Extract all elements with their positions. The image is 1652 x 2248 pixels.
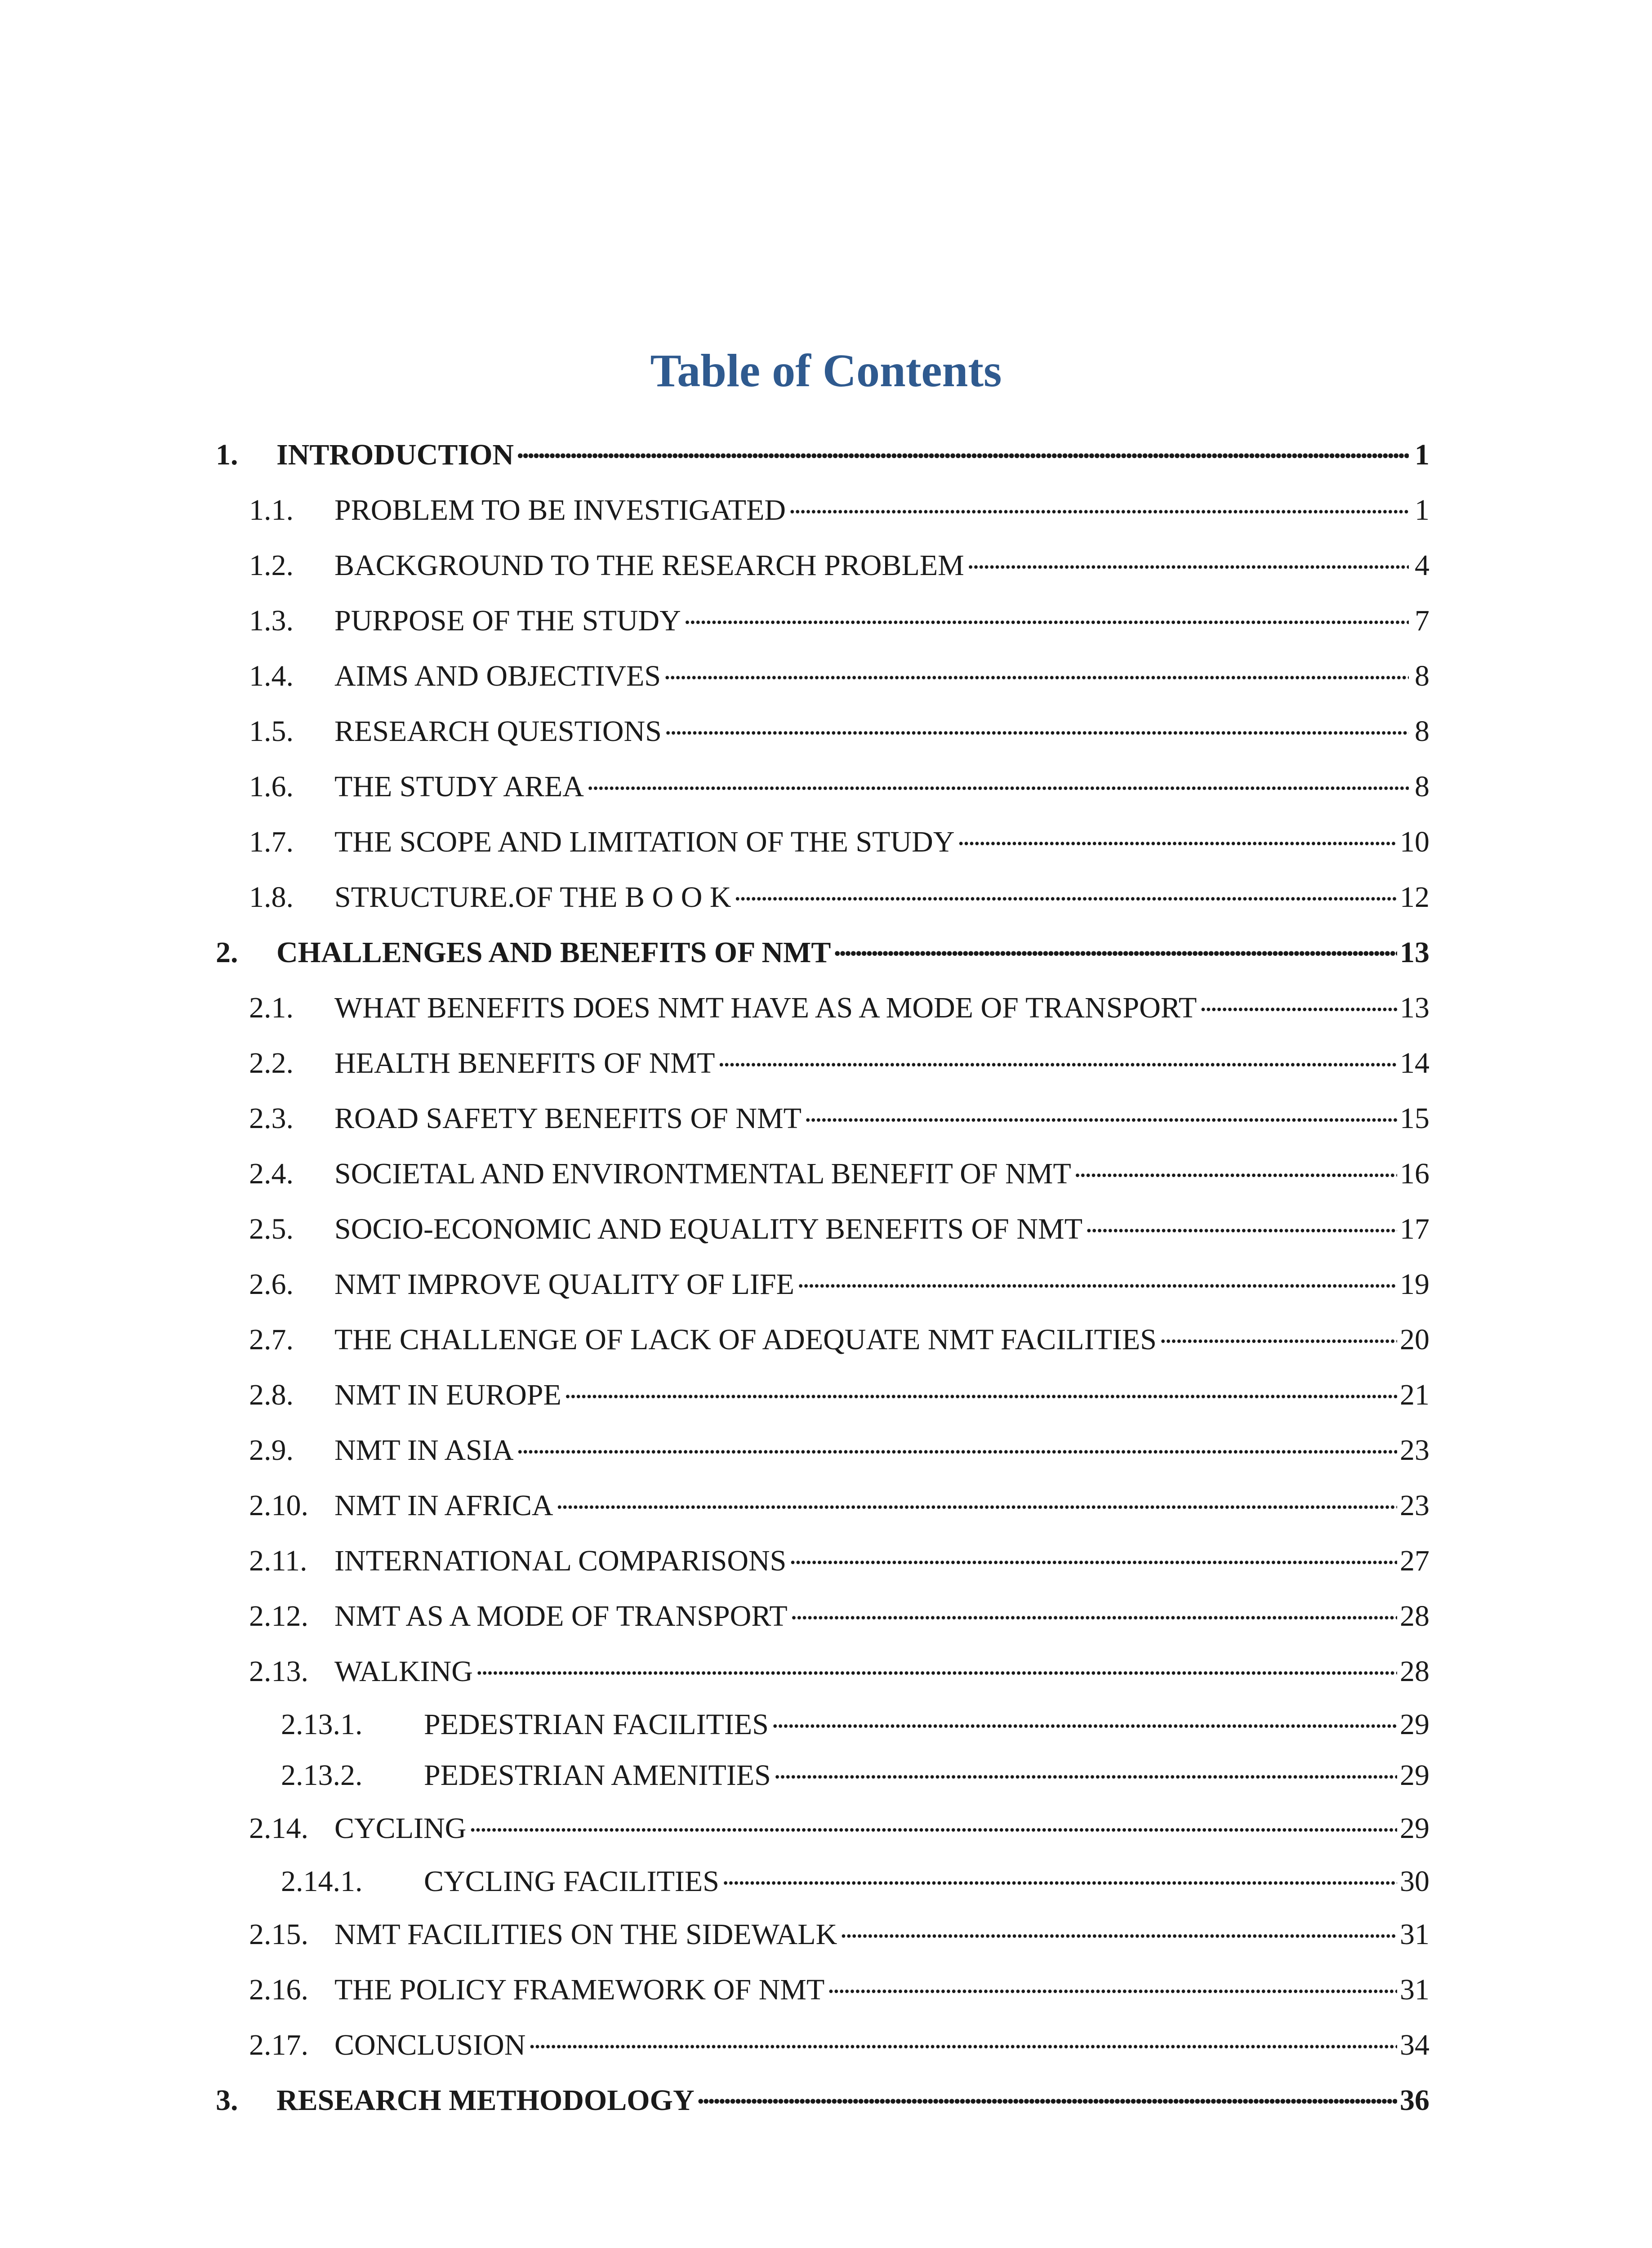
toc-section-entry[interactable] [216, 1312, 1429, 1367]
toc-page-number: 29 [1400, 1812, 1429, 1845]
toc-entry-number: 2. [216, 936, 238, 969]
toc-page-number: 8 [1415, 715, 1429, 748]
toc-page-number: 23 [1400, 1489, 1429, 1522]
toc-section-entry[interactable] [216, 1423, 1429, 1478]
toc-page-number: 4 [1415, 549, 1429, 582]
toc-section-entry[interactable] [216, 1201, 1429, 1257]
toc-entry-label: PEDESTRIAN AMENITIES [424, 1759, 771, 1792]
toc-dot-leader [664, 711, 1409, 741]
toc-page-number: 23 [1400, 1434, 1429, 1467]
toc-entry-number: 1.7. [249, 825, 294, 858]
toc-entry-label: CYCLING [334, 1812, 467, 1845]
toc-entry-number: 2.14. [249, 1812, 308, 1845]
toc-section-entry[interactable] [216, 1962, 1429, 2017]
toc-dot-leader [833, 932, 1397, 962]
toc-dot-leader [967, 545, 1409, 575]
toc-dot-leader [804, 1098, 1397, 1128]
toc-entry-number: 2.13.2. [281, 1759, 363, 1792]
toc-entry-number: 2.4. [249, 1157, 294, 1190]
toc-dot-leader [734, 877, 1397, 907]
toc-dot-leader [469, 1808, 1397, 1838]
toc-page-number: 12 [1400, 881, 1429, 914]
toc-entry-label: THE SCOPE AND LIMITATION OF THE STUDY [334, 825, 955, 858]
toc-dot-leader [517, 435, 1409, 464]
toc-entry-label: THE CHALLENGE OF LACK OF ADEQUATE NMT FACILITIES [334, 1323, 1157, 1356]
toc-dot-leader [476, 1651, 1397, 1681]
toc-dot-leader [840, 1914, 1397, 1944]
toc-dot-leader [1159, 1320, 1397, 1349]
toc-dot-leader [774, 1755, 1397, 1785]
toc-dot-leader [827, 1970, 1397, 1999]
toc-entry-label: WALKING [334, 1655, 473, 1688]
toc-dot-leader [957, 822, 1398, 852]
toc-section-entry[interactable] [216, 538, 1429, 593]
toc-section-entry[interactable] [216, 704, 1429, 759]
toc-entry-number: 2.13. [249, 1655, 308, 1688]
toc-page-number: 8 [1415, 660, 1429, 692]
toc-entry-label: NMT FACILITIES ON THE SIDEWALK [334, 1918, 837, 1951]
toc-entry-number: 2.16. [249, 1973, 308, 2006]
toc-section-entry[interactable] [216, 1091, 1429, 1146]
toc-entry-number: 2.10. [249, 1489, 308, 1522]
toc-entry-label: ROAD SAFETY BENEFITS OF NMT [334, 1102, 802, 1135]
toc-dot-leader [722, 1861, 1397, 1891]
toc-section-entry[interactable] [216, 1907, 1429, 1962]
toc-section-entry[interactable] [216, 759, 1429, 814]
toc-dot-leader [516, 1430, 1397, 1460]
toc-section-entry[interactable] [216, 1533, 1429, 1588]
toc-entry-number: 2.17. [249, 2029, 308, 2061]
toc-entry-label: HEALTH BENEFITS OF NMT [334, 1047, 715, 1079]
toc-section-entry[interactable] [216, 648, 1429, 704]
toc-page-number: 34 [1400, 2029, 1429, 2061]
toc-entry-number: 2.1. [249, 991, 294, 1024]
toc-dot-leader [797, 1264, 1397, 1294]
toc-dot-leader [1074, 1154, 1397, 1183]
toc-chapter-entry[interactable] [216, 427, 1429, 482]
toc-page-number: 13 [1400, 991, 1429, 1024]
toc-entry-number: 1.6. [249, 770, 294, 803]
toc-chapter-entry[interactable] [216, 925, 1429, 980]
toc-entry-number: 2.12. [249, 1600, 308, 1632]
toc-entry-label: CONCLUSION [334, 2029, 526, 2061]
toc-entry-label: INTERNATIONAL COMPARISONS [334, 1544, 787, 1577]
toc-section-entry[interactable] [216, 1478, 1429, 1533]
toc-dot-leader [663, 656, 1409, 686]
toc-subsection-entry[interactable] [216, 1750, 1429, 1801]
toc-entry-number: 3. [216, 2084, 238, 2117]
toc-entry-number: 2.13.1. [281, 1708, 363, 1741]
toc-entry-label: PURPOSE OF THE STUDY [334, 604, 681, 637]
toc-entry-label: BACKGROUND TO THE RESEARCH PROBLEM [334, 549, 964, 582]
toc-entry-number: 1.4. [249, 660, 294, 692]
toc-entry-number: 2.14.1. [281, 1865, 363, 1898]
toc-dot-leader [717, 1043, 1397, 1073]
toc-section-entry[interactable] [216, 593, 1429, 648]
toc-dot-leader [789, 1541, 1397, 1570]
toc-page-number: 17 [1400, 1213, 1429, 1245]
toc-section-entry[interactable] [216, 1257, 1429, 1312]
toc-dot-leader [684, 601, 1409, 630]
toc-entry-number: 2.6. [249, 1268, 294, 1301]
toc-entry-label: WHAT BENEFITS DOES NMT HAVE AS A MODE OF TRANSPORT [334, 991, 1197, 1024]
toc-dot-leader [788, 490, 1409, 520]
toc-section-entry[interactable] [216, 980, 1429, 1035]
toc-section-entry[interactable] [216, 1367, 1429, 1423]
toc-entry-number: 1.8. [249, 881, 294, 914]
toc-page-number: 1 [1415, 494, 1429, 526]
toc-entry-number: 1.3. [249, 604, 294, 637]
toc-entry-label: RESEARCH QUESTIONS [334, 715, 662, 748]
toc-page-number: 21 [1400, 1378, 1429, 1411]
toc-entry-label: NMT IMPROVE QUALITY OF LIFE [334, 1268, 794, 1301]
toc-page-number: 28 [1400, 1655, 1429, 1688]
toc-entry-label: THE STUDY AREA [334, 770, 584, 803]
toc-entry-label: NMT IN AFRICA [334, 1489, 553, 1522]
toc-section-entry[interactable] [216, 1644, 1429, 1699]
toc-entry-label: STRUCTURE.OF THE B O O K [334, 881, 731, 914]
toc-page-number: 13 [1400, 936, 1429, 969]
toc-section-entry[interactable] [216, 1801, 1429, 1856]
toc-entry-number: 1.2. [249, 549, 294, 582]
toc-dot-leader [556, 1485, 1397, 1515]
toc-entry-number: 2.15. [249, 1918, 308, 1951]
toc-dot-leader [1085, 1209, 1397, 1239]
toc-dot-leader [587, 767, 1409, 796]
toc-entry-number: 2.9. [249, 1434, 294, 1467]
toc-entry-number: 2.8. [249, 1378, 294, 1411]
toc-page-number: 15 [1400, 1102, 1429, 1135]
toc-page-number: 31 [1400, 1918, 1429, 1951]
toc-page-number: 20 [1400, 1323, 1429, 1356]
toc-page-number: 1 [1415, 438, 1429, 471]
toc-page-number: 36 [1400, 2084, 1429, 2117]
toc-chapter-entry[interactable] [216, 2073, 1429, 2128]
toc-page-number: 28 [1400, 1600, 1429, 1632]
toc-entry-number: 2.3. [249, 1102, 294, 1135]
toc-entry-label: CHALLENGES AND BENEFITS OF NMT [276, 936, 831, 969]
toc-page-number: 8 [1415, 770, 1429, 803]
toc-dot-leader [790, 1596, 1397, 1626]
toc-entry-label: AIMS AND OBJECTIVES [334, 660, 661, 692]
toc-section-entry[interactable] [216, 870, 1429, 925]
toc-entry-label: CYCLING FACILITIES [424, 1865, 719, 1898]
toc-section-entry[interactable] [216, 2017, 1429, 2073]
toc-entry-label: NMT IN EUROPE [334, 1378, 561, 1411]
toc-page-number: 16 [1400, 1157, 1429, 1190]
table-of-contents [216, 427, 1429, 2128]
toc-entry-number: 1.1. [249, 494, 294, 526]
toc-entry-label: PROBLEM TO BE INVESTIGATED [334, 494, 786, 526]
toc-entry-label: INTRODUCTION [276, 438, 514, 471]
toc-page-number: 14 [1400, 1047, 1429, 1079]
toc-section-entry[interactable] [216, 482, 1429, 538]
toc-page-number: 7 [1415, 604, 1429, 637]
toc-entry-label: NMT AS A MODE OF TRANSPORT [334, 1600, 788, 1632]
toc-subsection-entry[interactable] [216, 1699, 1429, 1750]
toc-entry-number: 2.11. [249, 1544, 307, 1577]
toc-dot-leader [697, 2080, 1397, 2110]
toc-page-number: 29 [1400, 1708, 1429, 1741]
toc-entry-number: 1.5. [249, 715, 294, 748]
toc-section-entry[interactable] [216, 1035, 1429, 1091]
toc-entry-label: PEDESTRIAN FACILITIES [424, 1708, 769, 1741]
toc-entry-number: 1. [216, 438, 238, 471]
toc-entry-label: SOCIETAL AND ENVIRONTMENTAL BENEFIT OF NMT [334, 1157, 1071, 1190]
toc-page-number: 27 [1400, 1544, 1429, 1577]
toc-section-entry[interactable] [216, 814, 1429, 870]
toc-dot-leader [1199, 988, 1397, 1017]
toc-page-number: 31 [1400, 1973, 1429, 2006]
toc-entry-number: 2.7. [249, 1323, 294, 1356]
toc-entry-label: THE POLICY FRAMEWORK OF NMT [334, 1973, 825, 2006]
toc-dot-leader [564, 1375, 1397, 1405]
toc-page-number: 29 [1400, 1759, 1429, 1792]
toc-dot-leader [771, 1704, 1397, 1734]
toc-entry-number: 2.2. [249, 1047, 294, 1079]
toc-page-number: 10 [1400, 825, 1429, 858]
toc-page-number: 30 [1400, 1865, 1429, 1898]
toc-entry-number: 2.5. [249, 1213, 294, 1245]
toc-section-entry[interactable] [216, 1146, 1429, 1201]
toc-entry-label: NMT IN ASIA [334, 1434, 514, 1467]
toc-subsection-entry[interactable] [216, 1856, 1429, 1907]
toc-entry-label: SOCIO-ECONOMIC AND EQUALITY BENEFITS OF NMT [334, 1213, 1083, 1245]
toc-section-entry[interactable] [216, 1588, 1429, 1644]
toc-title: Table of Contents [650, 345, 1002, 397]
toc-page-number: 19 [1400, 1268, 1429, 1301]
toc-dot-leader [528, 2025, 1397, 2055]
toc-entry-label: RESEARCH METHODOLOGY [276, 2084, 695, 2117]
